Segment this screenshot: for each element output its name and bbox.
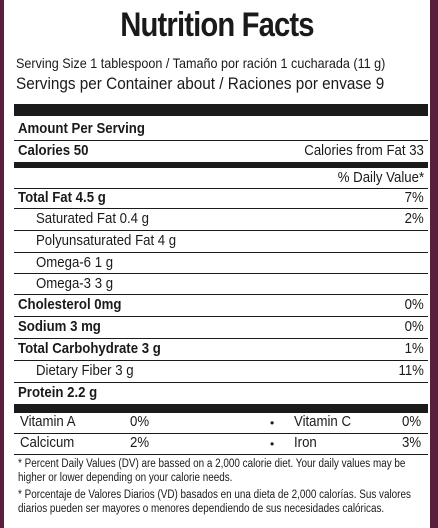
nutrient-row-protein (14, 383, 428, 403)
nutrient-dv: 0% (404, 296, 424, 313)
bullet-icon: • (270, 437, 275, 451)
nutrient-label: Omega-3 3 g (36, 275, 114, 292)
nutrient-row-saturated-fat (14, 209, 428, 229)
vitamin-dv: 0% (130, 413, 150, 430)
nutrition-label (4, 0, 430, 528)
calories-from-fat: Calories from Fat 33 (304, 142, 424, 159)
nutrient-label: Saturated Fat 0.4 g (36, 210, 150, 227)
calories-row (14, 141, 428, 161)
nutrient-dv: 0% (404, 318, 424, 335)
amount-per-serving: Amount Per Serving (18, 120, 145, 137)
servings-per-container: Servings per Container about / Raciones por envase 9 (16, 74, 385, 93)
footnote-spanish: * Porcentaje de Valores Diarios (VD) basados en una dieta de 2,000 calorías. Sus valores diarios pueden ser mayores o menores dependiendo de sus necesidades calóricas. (18, 489, 411, 515)
calories: Calories 50 (18, 142, 89, 159)
thick-divider (14, 104, 428, 116)
nutrient-row-omega-6 (14, 253, 428, 273)
nutrient-row-omega-3 (14, 274, 428, 294)
nutrient-label: Sodium 3 mg (18, 318, 101, 335)
vitamin-name: Calcicum (20, 434, 75, 451)
nutrient-label: Total Carbohydrate 3 g (18, 340, 161, 357)
nutrient-dv: 7% (404, 189, 424, 206)
vitamin-dv: 3% (402, 434, 422, 451)
serving-size: Serving Size 1 tablespoon / Tamaño por ración 1 cucharada (11 g) (16, 55, 386, 71)
thick-divider (14, 404, 428, 413)
daily-value-header-row (14, 168, 428, 188)
nutrient-label: Cholesterol 0mg (18, 296, 122, 313)
amount-per-serving-row (14, 119, 428, 139)
nutrient-dv: 11% (398, 362, 424, 379)
label-title: Nutrition Facts (120, 6, 314, 44)
vitamin-dv: 2% (130, 434, 150, 451)
nutrient-row-cholesterol (14, 295, 428, 315)
nutrient-label: Protein 2.2 g (18, 384, 98, 401)
footnote-english: * Percent Daily Values (DV) are bassed on a 2,000 calorie diet. Your daily values may be higher or lower depending on your calorie needs. (18, 458, 406, 484)
nutrient-row-polyunsaturated-fat (14, 231, 428, 251)
nutrient-label: Dietary Fiber 3 g (36, 362, 134, 379)
nutrient-dv: 1% (404, 340, 424, 357)
divider (14, 454, 428, 455)
vitamin-dv: 0% (402, 413, 422, 430)
nutrient-row-total-carbohydrate (14, 339, 428, 359)
vitamin-name: Vitamin C (294, 413, 351, 430)
vitamin-name: Iron (294, 434, 317, 451)
nutrient-row-sodium (14, 317, 428, 337)
nutrient-label: Total Fat 4.5 g (18, 189, 106, 206)
nutrient-row-total-fat (14, 188, 428, 208)
vitamin-name: Vitamin A (20, 413, 76, 430)
nutrient-row-dietary-fiber (14, 361, 428, 381)
divider (14, 433, 428, 434)
nutrient-label: Polyunsaturated Fat 4 g (36, 232, 177, 249)
bullet-icon: • (270, 416, 275, 430)
nutrient-dv: 2% (404, 210, 424, 227)
nutrient-label: Omega-6 1 g (36, 254, 114, 271)
daily-value-header: % Daily Value* (337, 169, 424, 186)
